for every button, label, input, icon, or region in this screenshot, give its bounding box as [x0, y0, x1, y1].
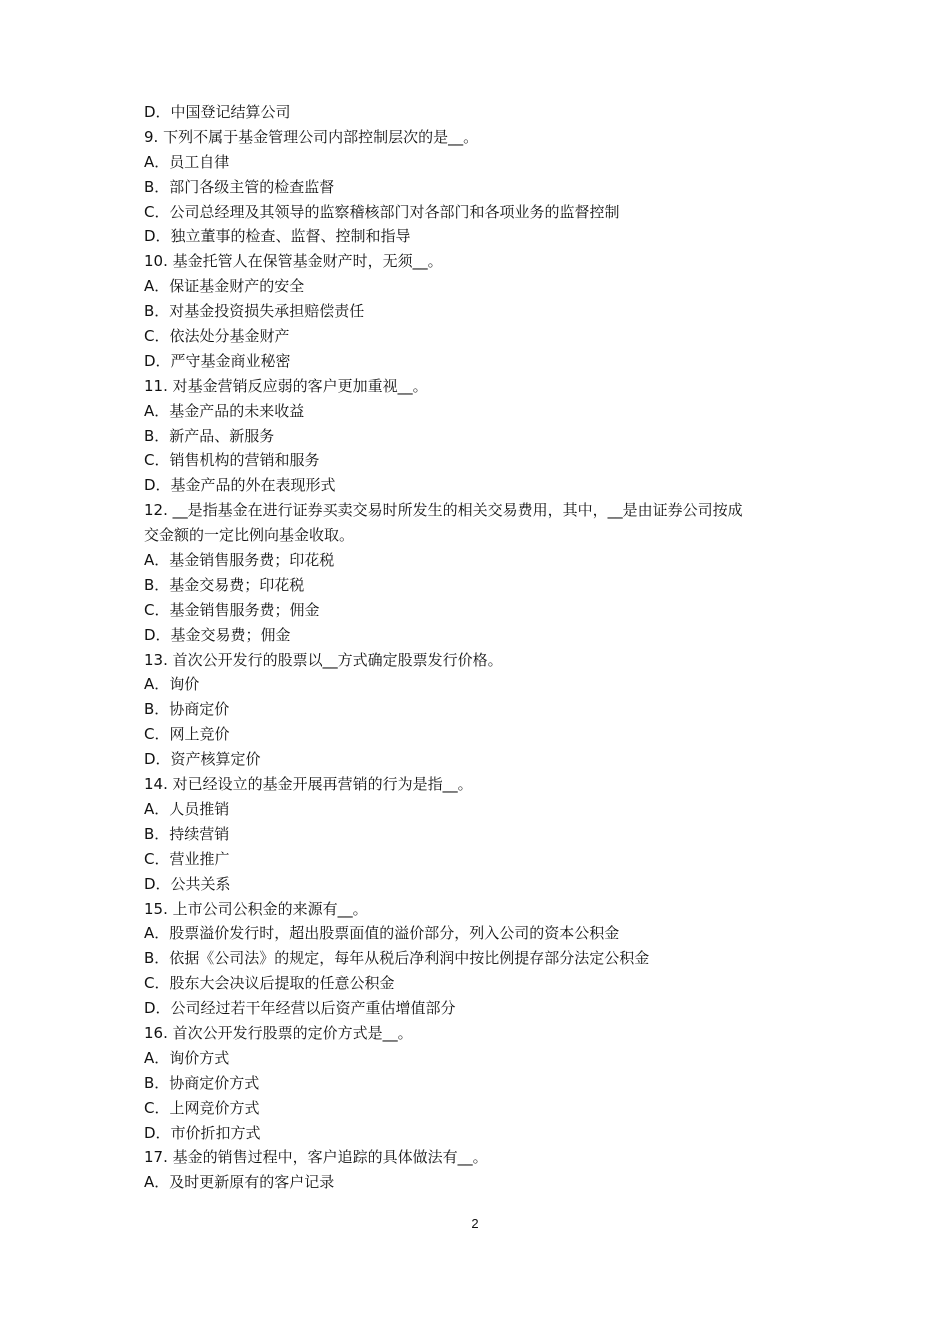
- option-line: C．公司总经理及其领导的监察稽核部门对各部门和各项业务的监督控制: [144, 202, 620, 221]
- question-line: 11. 对基金营销反应弱的客户更加重视__。: [144, 376, 428, 395]
- question-line: 16. 首次公开发行股票的定价方式是__。: [144, 1023, 413, 1042]
- option-line: B．依据《公司法》的规定，每年从税后净利润中按比例提存部分法定公积金: [144, 949, 650, 968]
- option-line: D．严守基金商业秘密: [144, 351, 291, 370]
- option-line: C．依法处分基金财产: [144, 327, 290, 346]
- option-line: D．公共关系: [144, 874, 231, 893]
- option-line: D．基金产品的外在表现形式: [144, 476, 336, 495]
- question-line: 15. 上市公司公积金的来源有__。: [144, 899, 368, 918]
- option-line: A．基金产品的未来收益: [144, 401, 305, 420]
- option-line: B．基金交易费；印花税: [144, 575, 305, 594]
- option-line: C．营业推广: [144, 849, 230, 868]
- option-line: B．协商定价方式: [144, 1073, 260, 1092]
- option-line: A．及时更新原有的客户记录: [144, 1173, 335, 1192]
- option-line: A．股票溢价发行时，超出股票面值的溢价部分，列入公司的资本公积金: [144, 924, 620, 943]
- option-line: C．上网竞价方式: [144, 1098, 260, 1117]
- option-line: A．询价方式: [144, 1048, 230, 1067]
- option-line: B．部门各级主管的检查监督: [144, 177, 335, 196]
- question-line: 12. __是指基金在进行证券买卖交易时所发生的相关交易费用，其中，__是由证券公司按成: [144, 501, 743, 520]
- question-line-continued: 交金额的一定比例向基金收取。: [144, 526, 355, 545]
- question-line: 9. 下列不属于基金管理公司内部控制层次的是__。: [144, 127, 479, 146]
- option-line: D．中国登记结算公司: [144, 103, 291, 121]
- option-line: D．公司经过若干年经营以后资产重估增值部分: [144, 999, 456, 1018]
- option-line: C．销售机构的营销和服务: [144, 451, 320, 470]
- question-line: 17. 基金的销售过程中，客户追踪的具体做法有__。: [144, 1148, 488, 1167]
- page-content: [144, 100, 824, 1195]
- option-line: A．保证基金财产的安全: [144, 277, 305, 296]
- option-line: B．新产品、新服务: [144, 426, 275, 445]
- question-line: 13. 首次公开发行的股票以__方式确定股票发行价格。: [144, 650, 503, 669]
- option-line: C．基金销售服务费；佣金: [144, 600, 320, 619]
- option-line: D．基金交易费；佣金: [144, 625, 291, 644]
- option-line: B．持续营销: [144, 824, 230, 843]
- option-line: A．基金销售服务费；印花税: [144, 551, 335, 570]
- option-line: D．资产核算定价: [144, 750, 261, 769]
- option-line: D．市价折扣方式: [144, 1123, 261, 1142]
- option-line: B．协商定价: [144, 700, 230, 719]
- page-number: 2: [471, 1216, 479, 1231]
- question-line: 10. 基金托管人在保管基金财产时，无须__。: [144, 252, 443, 271]
- option-line: A．询价: [144, 675, 200, 694]
- question-line: 14. 对已经设立的基金开展再营销的行为是指__。: [144, 775, 473, 794]
- option-line: A．员工自律: [144, 152, 230, 171]
- option-line: C．网上竞价: [144, 725, 230, 744]
- option-line: D．独立董事的检查、监督、控制和指导: [144, 227, 411, 246]
- option-line: A．人员推销: [144, 799, 230, 818]
- option-line: C．股东大会决议后提取的任意公积金: [144, 974, 395, 993]
- option-line: B．对基金投资损失承担赔偿责任: [144, 302, 365, 321]
